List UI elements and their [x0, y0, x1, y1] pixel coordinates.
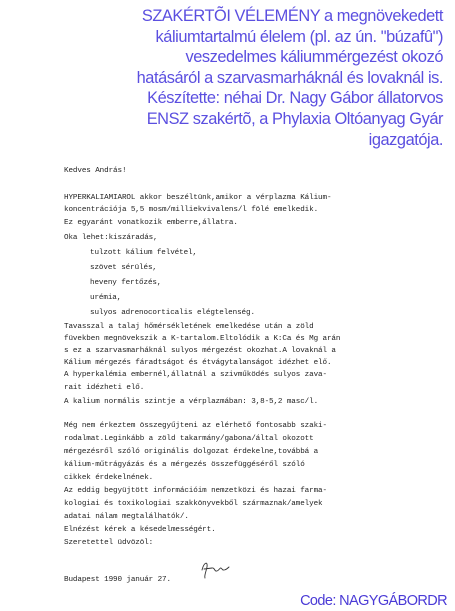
letter-line: Tavasszal a talaj hőmérsékletének emelkedése után a zöld: [64, 323, 314, 331]
document-title-block: [5, 6, 443, 150]
title-line-4: hatásáról a szarvasmarháknál és lovaknál is.: [136, 68, 443, 87]
letter-closing: Szeretettel üdvözöl:: [64, 539, 154, 547]
letter-line: Az eddig begyüjtött információim nemzetközi és hazai farma-: [64, 487, 327, 495]
letter-line: koncentrációja 5,5 mosm/milliekvivalens/l fölé emelkedik.: [64, 206, 319, 214]
letter-line: rodalmat.Leginkább a zöld takarmány/gabona/által okozott: [64, 435, 314, 443]
letter-line: kálium-műtrágyázás és a mérgezés összefüggéséről szóló: [64, 461, 305, 469]
letter-line: Oka lehet:kiszáradás,: [64, 234, 158, 242]
letter-line: Ez egyaránt vonatkozik emberre,állatra.: [64, 219, 238, 227]
letter-greeting: Kedves András!: [64, 167, 127, 175]
title-line-1: SZAKÉRTÕI VÉLEMÉNY a megnövekedett: [141, 7, 443, 25]
title-line-6: ENSZ szakértõ, a Phylaxia Oltóanyag Gyár: [146, 109, 443, 128]
title-line-7: igazgatója.: [368, 130, 443, 149]
title-line-5: Készítette: néhai Dr. Nagy Gábor állatorvos: [147, 89, 443, 108]
title-line-3: veszedelmes káliummérgezést okozó: [185, 48, 443, 67]
letter-line: adatai nálam megtalálhatók/.: [64, 513, 189, 521]
letter-line: kologiai és toxikologiai szakkönyvekből származnak/amelyek: [64, 500, 323, 508]
letter-line: urémia,: [90, 294, 122, 302]
letter-line: A hyperkalémia embernél,állatnál a szivműködés sulyos zava-: [64, 371, 327, 379]
letter-line: cikkek érdekelnének.: [64, 474, 154, 482]
letter-date: Budapest 1990 január 27.: [64, 576, 171, 584]
letter-line: mérgezésről szóló originális dolgozat érdekelne,továbbá a: [64, 448, 319, 456]
letter-line: s ez a szarvasmarháknál sulyos mérgezést okozhat.A lovaknál a: [64, 347, 336, 355]
letter-line: A kalium normális szintje a vérplazmában: 3,8-5,2 masc/l.: [64, 398, 319, 406]
letter-line: sulyos adrenocorticalis elégtelenség.: [90, 309, 255, 317]
letter-line: szövet sérülés,: [90, 264, 157, 272]
letter-line: füvekben megnövekszik a K-tartalom.Eltolódik a K:Ca és Mg arán: [64, 335, 341, 343]
letter-line: Kálium mérgezés fáradtságot és étvágytalanságot idézhet elő.: [64, 359, 332, 367]
letter-line: heveny fertőzés,: [90, 279, 162, 287]
title-line-2: káliumtartalmú élelem (pl. az ún. "búzafû"): [155, 27, 443, 46]
letter-line: Elnézést kérek a késedelmességért.: [64, 526, 216, 534]
handwritten-signature: [198, 558, 232, 580]
document-code: Code: NAGYGÁBORDR: [300, 593, 447, 609]
letter-line: rait idézheti elő.: [64, 384, 145, 392]
letter-line: Még nem érkeztem összegyűjteni az elérhető fontosabb szaki-: [64, 422, 327, 430]
letter-line: HYPERKALIAMIAROL akkor beszéltünk,amikor a vérplazma Kálium-: [64, 194, 332, 202]
letter-line: tulzott kálium felvétel,: [90, 249, 197, 257]
